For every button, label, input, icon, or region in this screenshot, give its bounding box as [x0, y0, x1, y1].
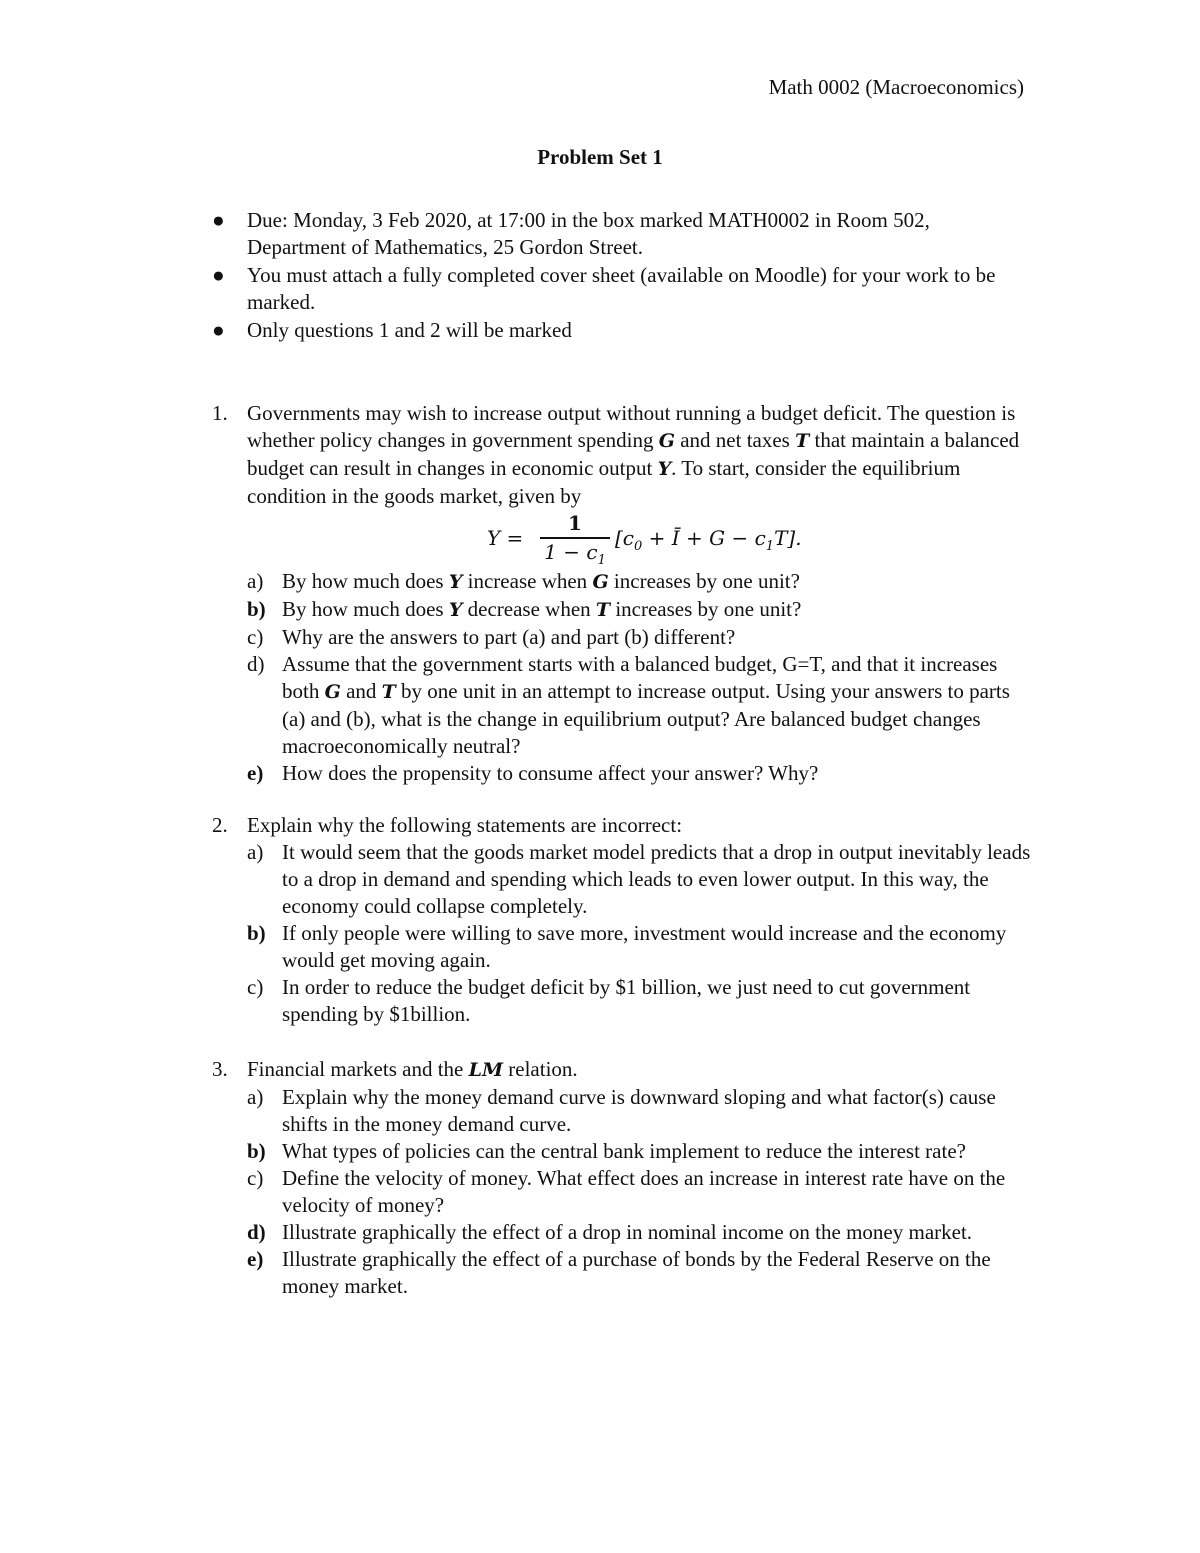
question-3-part-c: c) Define the velocity of money. What effect does an increase in interest rate have on the velocity of money? [247, 1166, 1006, 1217]
equation-rhs: [$c_0$ + Ī + $G - c_1T$]. [615, 526, 802, 554]
instruction-text: Due: Monday, 3 Feb 2020, at 17:00 in the box marked MATH0002 in Room 502, Department of Mathematics, 25 Gordon Street. [247, 208, 930, 259]
page-title: Problem Set 1 [537, 145, 663, 169]
fraction-numerator: 1 [568, 511, 582, 535]
goods-market-equation [247, 510, 1032, 568]
course-header: Math 0002 (Macroeconomics) [768, 75, 1024, 99]
instruction-text: You must attach a fully completed cover sheet (available on Moodle) for your work to be marked. [247, 263, 996, 314]
question-3 [212, 1056, 1032, 1300]
question-1-part-e: e) How does the propensity to consume affect your answer? Why? [247, 761, 819, 785]
question-2-intro: Explain why the following statements are incorrect: [247, 813, 683, 837]
instruction-item [212, 207, 1032, 261]
question-1-intro: Governments may wish to increase output without running a budget deficit. The question is whether policy changes in government spending G and net taxes T that maintain a balanced budget can result in changes in economic output Y. To start, consider the equilibrium condition in the goods market, given by [247, 401, 1020, 508]
question-2-part-b: b) If only people were willing to save more, investment would increase and the economy would get moving again. [247, 921, 1007, 972]
question-3-part-b: b) What types of policies can the central bank implement to reduce the interest rate? [247, 1139, 966, 1163]
question-2-part-a: a) It would seem that the goods market model predicts that a drop in output inevitably leads to a drop in demand and spending which leads to even lower output. In this way, the economy could collapse completely. [247, 840, 1031, 918]
question-1-part-b: b) By how much does Y decrease when T increases by one unit? [247, 597, 802, 621]
question-3-part-e: e) Illustrate graphically the effect of a purchase of bonds by the Federal Reserve on the money market. [247, 1247, 991, 1298]
fraction-denominator: $1 - c_1$ [544, 540, 606, 568]
instruction-item [212, 262, 1032, 316]
question-number: 1. [212, 401, 228, 425]
question-3-part-d: d) Illustrate graphically the effect of a drop in nominal income on the money market. [247, 1220, 973, 1244]
bullet-icon: ● [212, 208, 225, 232]
question-1-part-c: c) Why are the answers to part (a) and part (b) different? [247, 625, 736, 649]
equation-fraction [539, 510, 611, 568]
question-3-intro: Financial markets and the LM relation. [247, 1057, 578, 1081]
instruction-text: Only questions 1 and 2 will be marked [247, 318, 572, 342]
question-2 [212, 812, 1032, 1028]
question-number: 2. [212, 813, 228, 837]
question-3-part-a: a) Explain why the money demand curve is downward sloping and what factor(s) cause shifts in the money demand curve. [247, 1085, 996, 1136]
bullet-icon: ● [212, 318, 225, 342]
question-number: 3. [212, 1057, 228, 1081]
question-2-part-c: c) In order to reduce the budget deficit by $1 billion, we just need to cut government spending by $1billion. [247, 975, 971, 1026]
bullet-icon: ● [212, 263, 225, 287]
question-1-part-d: d) Assume that the government starts with a balanced budget, G=T, and that it increases both G and T by one unit in an attempt to increase output. Using your answers to parts (a) and (b), what is the change in equilibrium output? Are balanced budget changes macroeconomically neutral? [247, 652, 1010, 758]
question-1 [212, 400, 1032, 787]
equation-lhs: Y = [487, 526, 524, 550]
instructions-list [212, 207, 1032, 345]
question-1-part-a: a) By how much does Y increase when G increases by one unit? [247, 569, 800, 593]
instruction-item [212, 317, 1032, 344]
